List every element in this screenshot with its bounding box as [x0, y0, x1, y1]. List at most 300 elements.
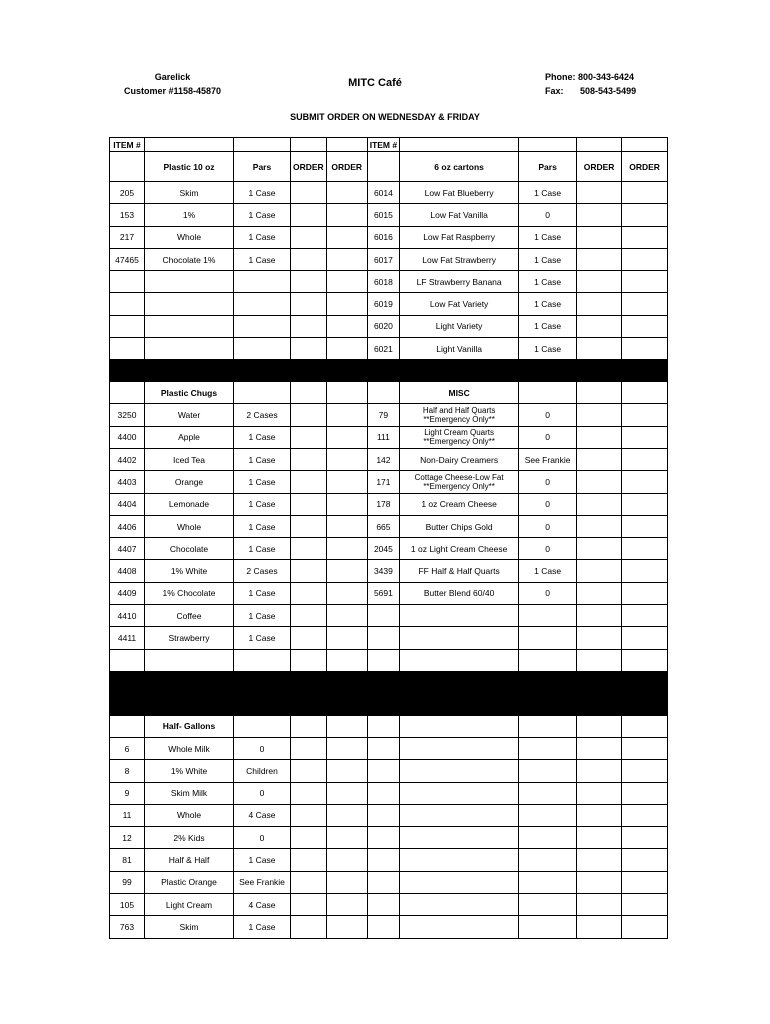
- order-cell[interactable]: [622, 404, 668, 426]
- item-number: 6021: [367, 338, 399, 360]
- empty-cell: [367, 715, 399, 737]
- empty-cell: [400, 849, 519, 871]
- order-cell[interactable]: [291, 204, 327, 226]
- pars-value: 0: [519, 426, 577, 448]
- empty-cell: [367, 804, 399, 826]
- order-cell[interactable]: [326, 760, 367, 782]
- empty-cell: [367, 760, 399, 782]
- empty-cell: [577, 138, 622, 152]
- item-number: 171: [367, 471, 399, 493]
- pars-value: 1 Case: [234, 471, 291, 493]
- empty-cell: [622, 871, 668, 893]
- table-row: [110, 627, 668, 649]
- item-name: Plastic Orange: [145, 871, 234, 893]
- order-cell[interactable]: [291, 894, 327, 916]
- pars-value: See Frankie: [519, 448, 577, 470]
- order-cell[interactable]: [326, 448, 367, 470]
- item-number: 8: [110, 760, 145, 782]
- order-cell[interactable]: [326, 582, 367, 604]
- item-name: Low Fat Blueberry: [400, 182, 519, 204]
- order-cell[interactable]: [326, 782, 367, 804]
- order-cell[interactable]: [622, 338, 668, 360]
- table-row: [110, 582, 668, 604]
- order-cell[interactable]: [291, 605, 327, 627]
- item-name: [145, 338, 234, 360]
- table-row: [110, 538, 668, 560]
- item-header-right: ITEM #: [367, 138, 399, 152]
- order-cell[interactable]: [577, 338, 622, 360]
- pars-value: [234, 271, 291, 293]
- empty-cell: [519, 715, 577, 737]
- item-name: Strawberry: [145, 627, 234, 649]
- item-name-line2: **Emergency Only**: [423, 481, 495, 491]
- item-name: Half & Half: [145, 849, 234, 871]
- order-cell[interactable]: [622, 226, 668, 248]
- item-name: 1 oz Cream Cheese: [400, 493, 519, 515]
- order-cell[interactable]: [326, 515, 367, 537]
- order-cell[interactable]: [577, 471, 622, 493]
- order-cell[interactable]: [291, 737, 327, 759]
- item-number: [110, 293, 145, 315]
- order-cell[interactable]: [291, 315, 327, 337]
- divider-cell: [145, 671, 234, 715]
- fax-number: 508-543-5499: [580, 86, 637, 96]
- table-row: [110, 338, 668, 360]
- order-cell[interactable]: [291, 804, 327, 826]
- pars-value: [519, 627, 577, 649]
- order-cell[interactable]: [622, 271, 668, 293]
- section-title-6oz-cartons: 6 oz cartons: [400, 152, 519, 182]
- empty-cell: [326, 382, 367, 404]
- pars-value: 1 Case: [234, 182, 291, 204]
- pars-value: Children: [234, 760, 291, 782]
- empty-cell: [577, 827, 622, 849]
- table-row: [110, 493, 668, 515]
- order-header: ORDER: [326, 152, 367, 182]
- item-number: 6: [110, 737, 145, 759]
- item-name: 1 oz Light Cream Cheese: [400, 538, 519, 560]
- order-cell[interactable]: [326, 293, 367, 315]
- item-number: 6017: [367, 248, 399, 270]
- order-cell[interactable]: [326, 737, 367, 759]
- empty-cell: [519, 894, 577, 916]
- item-number: 4404: [110, 493, 145, 515]
- table-row: [110, 293, 668, 315]
- order-cell[interactable]: [622, 627, 668, 649]
- order-cell[interactable]: [326, 916, 367, 938]
- order-cell[interactable]: [622, 315, 668, 337]
- empty-cell: [234, 382, 291, 404]
- pars-value: 1 Case: [519, 315, 577, 337]
- order-cell[interactable]: [291, 448, 327, 470]
- order-cell[interactable]: [326, 894, 367, 916]
- item-number: 763: [110, 916, 145, 938]
- item-number: [367, 605, 399, 627]
- item-name: 1% White: [145, 760, 234, 782]
- order-cell[interactable]: [622, 605, 668, 627]
- divider-cell: [519, 360, 577, 382]
- table-row: [110, 182, 668, 204]
- order-cell[interactable]: [577, 404, 622, 426]
- item-number: 4411: [110, 627, 145, 649]
- pars-value: 1 Case: [234, 849, 291, 871]
- order-cell[interactable]: [622, 426, 668, 448]
- item-name: Skim Milk: [145, 782, 234, 804]
- empty-cell: [400, 871, 519, 893]
- item-number: [110, 649, 145, 671]
- order-cell[interactable]: [577, 182, 622, 204]
- order-cell[interactable]: [326, 404, 367, 426]
- section-title-plastic-chugs: Plastic Chugs: [145, 382, 234, 404]
- item-number: 105: [110, 894, 145, 916]
- order-cell[interactable]: [577, 515, 622, 537]
- item-name: 1% Chocolate: [145, 582, 234, 604]
- table-row: [110, 760, 668, 782]
- divider-cell: [234, 360, 291, 382]
- order-cell[interactable]: [622, 649, 668, 671]
- item-name-line2: **Emergency Only**: [423, 415, 495, 425]
- table-row: [110, 804, 668, 826]
- pars-value: 1 Case: [519, 271, 577, 293]
- pars-value: 0: [234, 737, 291, 759]
- table-row: [110, 871, 668, 893]
- item-number: 4400: [110, 426, 145, 448]
- item-number: 2045: [367, 538, 399, 560]
- order-cell[interactable]: [326, 226, 367, 248]
- order-cell[interactable]: [622, 493, 668, 515]
- order-cell[interactable]: [291, 471, 327, 493]
- item-number: 153: [110, 204, 145, 226]
- order-cell[interactable]: [291, 871, 327, 893]
- order-cell[interactable]: [291, 493, 327, 515]
- item-number: 11: [110, 804, 145, 826]
- order-cell[interactable]: [577, 315, 622, 337]
- empty-cell: [622, 382, 668, 404]
- order-cell[interactable]: [577, 493, 622, 515]
- order-sheet: [109, 137, 668, 939]
- table-row: [110, 737, 668, 759]
- order-cell[interactable]: [577, 448, 622, 470]
- order-header: ORDER: [622, 152, 668, 182]
- divider-cell: [400, 360, 519, 382]
- item-name: Non-Dairy Creamers: [400, 448, 519, 470]
- empty-cell: [326, 138, 367, 152]
- order-cell[interactable]: [622, 471, 668, 493]
- table-row: [110, 248, 668, 270]
- table-row: [110, 605, 668, 627]
- order-cell[interactable]: [622, 204, 668, 226]
- order-cell[interactable]: [622, 448, 668, 470]
- item-name: Light Vanilla: [400, 338, 519, 360]
- order-cell[interactable]: [326, 849, 367, 871]
- order-cell[interactable]: [291, 916, 327, 938]
- order-cell[interactable]: [577, 248, 622, 270]
- order-cell[interactable]: [326, 493, 367, 515]
- item-name: Low Fat Variety: [400, 293, 519, 315]
- order-cell[interactable]: [291, 782, 327, 804]
- item-name: Chocolate 1%: [145, 248, 234, 270]
- empty-cell: [519, 382, 577, 404]
- order-cell[interactable]: [577, 649, 622, 671]
- item-number: 79: [367, 404, 399, 426]
- empty-cell: [400, 782, 519, 804]
- item-name: Lemonade: [145, 493, 234, 515]
- order-cell[interactable]: [326, 204, 367, 226]
- empty-cell: [622, 827, 668, 849]
- item-name: [145, 271, 234, 293]
- item-name: Butter Chips Gold: [400, 515, 519, 537]
- order-cell[interactable]: [326, 871, 367, 893]
- item-number: [110, 338, 145, 360]
- order-cell[interactable]: [291, 182, 327, 204]
- pars-value: 1 Case: [234, 605, 291, 627]
- pars-value: 1 Case: [234, 916, 291, 938]
- item-name: FF Half & Half Quarts: [400, 560, 519, 582]
- empty-cell: [291, 382, 327, 404]
- divider-cell: [367, 671, 399, 715]
- order-cell[interactable]: [291, 515, 327, 537]
- order-cell[interactable]: [622, 538, 668, 560]
- pars-value: 1 Case: [519, 293, 577, 315]
- pars-value: 1 Case: [234, 627, 291, 649]
- empty-cell: [367, 827, 399, 849]
- pars-value: 1 Case: [519, 182, 577, 204]
- table-row: [110, 827, 668, 849]
- section-title-half-gallons: Half- Gallons: [145, 715, 234, 737]
- empty-cell: [519, 737, 577, 759]
- order-cell[interactable]: [622, 560, 668, 582]
- vendor-name: Garelick: [154, 72, 191, 82]
- table-row: [110, 448, 668, 470]
- pars-value: [519, 649, 577, 671]
- order-cell[interactable]: [291, 849, 327, 871]
- pars-value: 1 Case: [234, 204, 291, 226]
- item-number: 217: [110, 226, 145, 248]
- order-cell[interactable]: [577, 560, 622, 582]
- item-name: Chocolate: [145, 538, 234, 560]
- item-name: Light Variety: [400, 315, 519, 337]
- empty-cell: [367, 737, 399, 759]
- section-title-misc: MISC: [400, 382, 519, 404]
- divider-cell: [622, 360, 668, 382]
- empty-cell: [577, 916, 622, 938]
- order-cell[interactable]: [577, 271, 622, 293]
- order-header: ORDER: [291, 152, 327, 182]
- item-number: 4407: [110, 538, 145, 560]
- order-cell[interactable]: [577, 293, 622, 315]
- pars-value: 2 Cases: [234, 560, 291, 582]
- section-title-row: [110, 715, 668, 737]
- divider-cell: [400, 671, 519, 715]
- submit-instructions: SUBMIT ORDER ON WEDNESDAY & FRIDAY: [290, 112, 480, 122]
- pars-value: 0: [519, 204, 577, 226]
- pars-value: 1 Case: [234, 226, 291, 248]
- fax-line: [535, 84, 655, 98]
- divider-cell: [145, 360, 234, 382]
- empty-cell: [145, 138, 234, 152]
- order-cell[interactable]: [291, 827, 327, 849]
- empty-cell: [622, 760, 668, 782]
- pars-value: [519, 605, 577, 627]
- order-cell[interactable]: [622, 515, 668, 537]
- table-row: [110, 204, 668, 226]
- empty-cell: [234, 715, 291, 737]
- order-cell[interactable]: [622, 582, 668, 604]
- item-name: Water: [145, 404, 234, 426]
- item-name: Iced Tea: [145, 448, 234, 470]
- empty-cell: [400, 827, 519, 849]
- table-row: [110, 515, 668, 537]
- order-cell[interactable]: [622, 248, 668, 270]
- order-cell[interactable]: [326, 649, 367, 671]
- order-cell[interactable]: [326, 315, 367, 337]
- order-cell[interactable]: [291, 248, 327, 270]
- pars-value: 4 Case: [234, 894, 291, 916]
- item-header-left: ITEM #: [110, 138, 145, 152]
- divider-cell: [577, 671, 622, 715]
- order-cell[interactable]: [326, 271, 367, 293]
- item-number: 6014: [367, 182, 399, 204]
- empty-cell: [622, 782, 668, 804]
- order-cell[interactable]: [326, 426, 367, 448]
- item-number: 6020: [367, 315, 399, 337]
- order-cell[interactable]: [291, 560, 327, 582]
- divider-cell: [234, 671, 291, 715]
- empty-cell: [400, 737, 519, 759]
- pars-value: [234, 338, 291, 360]
- item-name: Low Fat Vanilla: [400, 204, 519, 226]
- pars-value: 1 Case: [234, 515, 291, 537]
- item-name-line1: Cottage Cheese-Low Fat: [414, 472, 504, 482]
- pars-value: 4 Case: [234, 804, 291, 826]
- order-cell[interactable]: [291, 271, 327, 293]
- empty-cell: [400, 138, 519, 152]
- item-name-line1: Half and Half Quarts: [422, 406, 496, 416]
- empty-cell: [622, 138, 668, 152]
- order-cell[interactable]: [291, 538, 327, 560]
- empty-cell: [519, 138, 577, 152]
- item-number: 9: [110, 782, 145, 804]
- empty-cell: [367, 871, 399, 893]
- item-number: 81: [110, 849, 145, 871]
- item-number: 6015: [367, 204, 399, 226]
- table-row: [110, 782, 668, 804]
- order-cell[interactable]: [577, 605, 622, 627]
- empty-cell: [519, 916, 577, 938]
- order-cell[interactable]: [291, 582, 327, 604]
- order-cell[interactable]: [291, 338, 327, 360]
- empty-cell: [622, 894, 668, 916]
- item-number: [367, 627, 399, 649]
- customer-number: Customer #1158-45870: [123, 86, 222, 96]
- order-cell[interactable]: [326, 560, 367, 582]
- divider-cell: [577, 360, 622, 382]
- item-name: Whole Milk: [145, 737, 234, 759]
- pars-value: [234, 293, 291, 315]
- order-cell[interactable]: [577, 426, 622, 448]
- pars-value: 0: [519, 515, 577, 537]
- fax-label: Fax:: [545, 86, 564, 96]
- item-name: Light Cream: [145, 894, 234, 916]
- order-cell[interactable]: [326, 248, 367, 270]
- item-number: 3439: [367, 560, 399, 582]
- empty-cell: [622, 916, 668, 938]
- order-cell[interactable]: [577, 627, 622, 649]
- empty-cell: [519, 760, 577, 782]
- order-cell[interactable]: [291, 226, 327, 248]
- order-cell[interactable]: [291, 760, 327, 782]
- order-cell[interactable]: [577, 538, 622, 560]
- order-cell[interactable]: [291, 426, 327, 448]
- item-name: [400, 649, 519, 671]
- divider-cell: [326, 360, 367, 382]
- empty-cell: [577, 871, 622, 893]
- pars-value: 0: [234, 782, 291, 804]
- item-number: 4403: [110, 471, 145, 493]
- pars-value: 0: [234, 827, 291, 849]
- empty-cell: [400, 715, 519, 737]
- item-number: 4410: [110, 605, 145, 627]
- empty-cell: [367, 916, 399, 938]
- item-name: [400, 426, 519, 448]
- pars-value: 1 Case: [234, 248, 291, 270]
- order-cell[interactable]: [291, 404, 327, 426]
- order-cell[interactable]: [326, 627, 367, 649]
- pars-value: 0: [519, 493, 577, 515]
- pars-header: Pars: [519, 152, 577, 182]
- item-name: Whole: [145, 226, 234, 248]
- order-cell[interactable]: [622, 182, 668, 204]
- divider-cell: [291, 671, 327, 715]
- order-cell[interactable]: [577, 226, 622, 248]
- item-number: 665: [367, 515, 399, 537]
- order-cell[interactable]: [326, 827, 367, 849]
- item-name: Skim: [145, 182, 234, 204]
- item-name: 1%: [145, 204, 234, 226]
- cell: [110, 715, 145, 737]
- pars-value: See Frankie: [234, 871, 291, 893]
- order-cell[interactable]: [577, 582, 622, 604]
- item-number: 5691: [367, 582, 399, 604]
- empty-cell: [234, 138, 291, 152]
- pars-value: 1 Case: [519, 560, 577, 582]
- item-name: Coffee: [145, 605, 234, 627]
- pars-value: 1 Case: [519, 248, 577, 270]
- empty-cell: [622, 804, 668, 826]
- order-cell[interactable]: [291, 627, 327, 649]
- order-header: ORDER: [577, 152, 622, 182]
- order-cell[interactable]: [326, 471, 367, 493]
- order-cell[interactable]: [326, 605, 367, 627]
- empty-cell: [519, 849, 577, 871]
- order-cell[interactable]: [326, 804, 367, 826]
- item-number: 12: [110, 827, 145, 849]
- order-cell[interactable]: [326, 538, 367, 560]
- item-name: [145, 315, 234, 337]
- order-cell[interactable]: [326, 338, 367, 360]
- order-cell[interactable]: [291, 649, 327, 671]
- pars-value: 1 Case: [234, 426, 291, 448]
- empty-cell: [622, 715, 668, 737]
- pars-value: 0: [519, 404, 577, 426]
- cell: [110, 382, 145, 404]
- table-row: [110, 315, 668, 337]
- order-cell[interactable]: [326, 182, 367, 204]
- empty-cell: [367, 782, 399, 804]
- order-cell[interactable]: [291, 293, 327, 315]
- order-cell[interactable]: [577, 204, 622, 226]
- order-cell[interactable]: [622, 293, 668, 315]
